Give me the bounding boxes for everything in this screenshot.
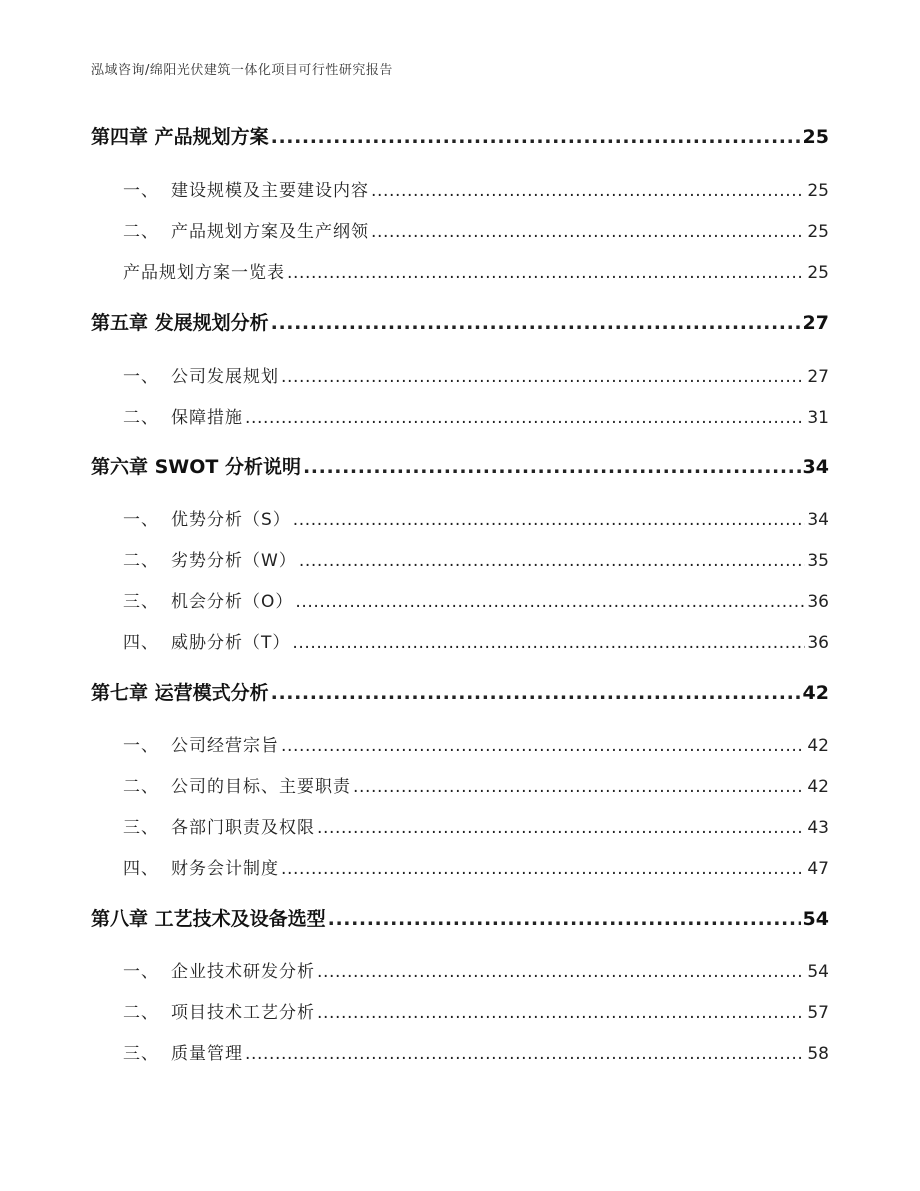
toc-section-8-3[interactable]	[91, 1039, 829, 1064]
toc-section-4-2[interactable]	[91, 217, 829, 242]
toc-page-number: 57	[807, 1003, 829, 1023]
toc-page-number: 31	[807, 408, 829, 428]
toc-title: 第六章 SWOT 分析说明	[91, 456, 301, 478]
toc-leader	[245, 408, 805, 428]
toc-page-number: 35	[807, 551, 829, 571]
toc-leader	[271, 312, 801, 334]
toc-leader	[245, 1044, 805, 1064]
toc-page-number: 34	[807, 510, 829, 530]
toc-leader	[281, 859, 805, 879]
toc-section-8-2[interactable]	[91, 998, 829, 1023]
toc-section-5-2[interactable]	[91, 403, 829, 428]
toc-title: 项目技术工艺分析	[171, 1003, 315, 1023]
toc-section-6-4[interactable]	[91, 628, 829, 653]
toc-page-number: 36	[807, 592, 829, 612]
toc-section-number: 二、	[123, 551, 159, 571]
toc-section-8-1[interactable]	[91, 957, 829, 982]
toc-title: 第八章 工艺技术及设备选型	[91, 908, 326, 930]
toc-chapter-5[interactable]	[91, 308, 829, 335]
toc-page-number: 27	[802, 312, 829, 334]
toc-section-number: 四、	[123, 859, 159, 879]
toc-chapter-8[interactable]	[91, 904, 829, 931]
toc-page-number: 43	[807, 818, 829, 838]
toc-leader	[371, 181, 805, 201]
toc-page-number: 27	[807, 367, 829, 387]
toc-section-number: 一、	[123, 962, 159, 982]
toc-title: 企业技术研发分析	[171, 962, 315, 982]
toc-leader	[328, 908, 801, 930]
toc-title: 公司经营宗旨	[171, 736, 279, 756]
toc-section-number: 二、	[123, 1003, 159, 1023]
toc-section-6-3[interactable]	[91, 587, 829, 612]
toc-section-7-1[interactable]	[91, 731, 829, 756]
toc-leader	[281, 367, 805, 387]
toc-leader	[271, 126, 801, 148]
page-header: 泓域咨询/绵阳光伏建筑一体化项目可行性研究报告	[91, 63, 393, 78]
toc-section-7-3[interactable]	[91, 813, 829, 838]
toc-title: 第七章 运营模式分析	[91, 682, 269, 704]
toc-title: 公司的目标、主要职责	[171, 777, 351, 797]
toc-section-number: 二、	[123, 222, 159, 242]
toc-title: 产品规划方案及生产纲领	[171, 222, 369, 242]
toc-leader	[371, 222, 805, 242]
toc-section-number: 三、	[123, 592, 159, 612]
toc-page-number: 25	[807, 181, 829, 201]
toc-title: 公司发展规划	[171, 367, 279, 387]
toc-page-number: 54	[802, 908, 829, 930]
toc-section-number: 一、	[123, 367, 159, 387]
toc-section-5-1[interactable]	[91, 362, 829, 387]
toc-chapter-6[interactable]	[91, 452, 829, 479]
toc-section-number: 一、	[123, 736, 159, 756]
toc-title: 劣势分析（W）	[171, 551, 297, 571]
toc-section-number: 二、	[123, 777, 159, 797]
toc-section-number: 一、	[123, 181, 159, 201]
toc-page-number: 36	[807, 633, 829, 653]
toc-page-number: 58	[807, 1044, 829, 1064]
toc-leader	[353, 777, 805, 797]
toc-title: 各部门职责及权限	[171, 818, 315, 838]
toc-section-6-2[interactable]	[91, 546, 829, 571]
toc-leader	[295, 592, 805, 612]
toc-leader	[303, 456, 801, 478]
toc-section-4-1[interactable]	[91, 176, 829, 201]
toc-leader	[293, 510, 806, 530]
toc-page-number: 34	[802, 456, 829, 478]
toc-section-number: 三、	[123, 1044, 159, 1064]
toc-page-number: 25	[802, 126, 829, 148]
toc-section-7-4[interactable]	[91, 854, 829, 879]
toc-section-number: 一、	[123, 510, 159, 530]
toc-section-4-3[interactable]	[91, 258, 829, 283]
toc-page-number: 25	[807, 222, 829, 242]
toc-section-6-1[interactable]	[91, 505, 829, 530]
toc-page-number: 47	[807, 859, 829, 879]
toc-section-7-2[interactable]	[91, 772, 829, 797]
toc-leader	[317, 962, 805, 982]
toc-leader	[287, 263, 805, 283]
toc-title: 第五章 发展规划分析	[91, 312, 269, 334]
toc-page-number: 42	[807, 736, 829, 756]
toc-title: 威胁分析（T）	[171, 633, 291, 653]
toc-section-number: 二、	[123, 408, 159, 428]
toc-title: 优势分析（S）	[171, 510, 291, 530]
toc-chapter-7[interactable]	[91, 678, 829, 705]
toc-title: 建设规模及主要建设内容	[171, 181, 369, 201]
toc-title: 保障措施	[171, 408, 243, 428]
toc-title: 第四章 产品规划方案	[91, 126, 269, 148]
toc-page-number: 42	[807, 777, 829, 797]
toc-section-number: 三、	[123, 818, 159, 838]
toc-page-number: 42	[802, 682, 829, 704]
toc-title: 财务会计制度	[171, 859, 279, 879]
toc-chapter-4[interactable]	[91, 122, 829, 149]
toc-title: 机会分析（O）	[171, 592, 294, 612]
toc-leader	[317, 1003, 805, 1023]
toc-leader	[317, 818, 805, 838]
toc-leader	[299, 551, 806, 571]
toc-title: 质量管理	[171, 1044, 243, 1064]
toc-page-number: 25	[807, 263, 829, 283]
toc-leader	[281, 736, 805, 756]
toc-leader	[292, 633, 805, 653]
toc-leader	[271, 682, 801, 704]
toc-title: 产品规划方案一览表	[123, 263, 285, 283]
toc-section-number: 四、	[123, 633, 159, 653]
toc-page-number: 54	[807, 962, 829, 982]
